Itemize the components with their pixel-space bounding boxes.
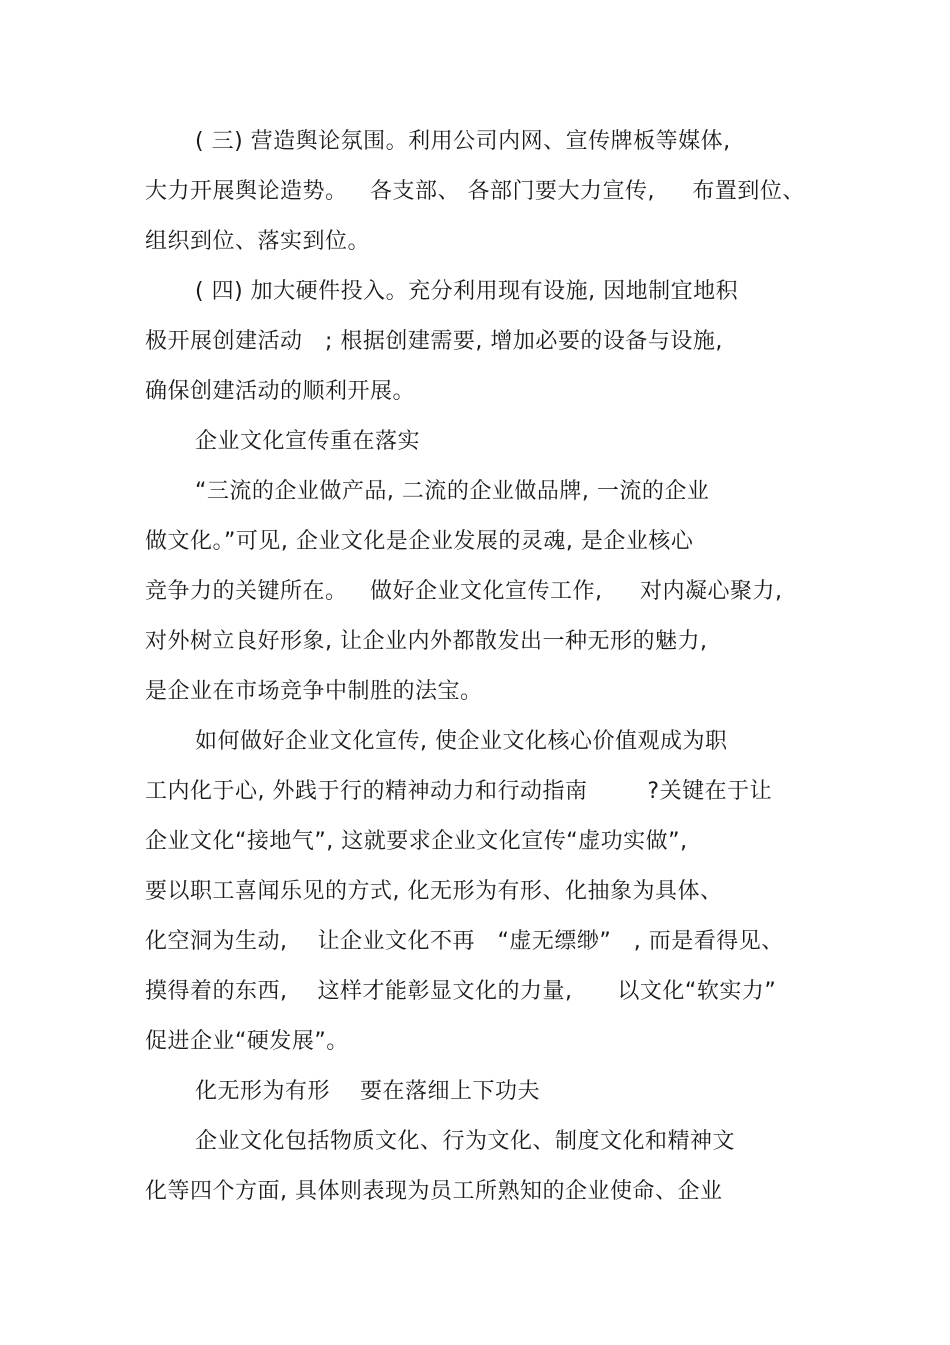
- text-line: 企业文化包括物质文化、行为文化、制度文化和精神文: [195, 1129, 736, 1154]
- text-line: 做文化。”可见, 企业文化是企业发展的灵魂, 是企业核心: [145, 529, 694, 554]
- text-line: 工内化于心, 外践于行的精神动力和行动指南 ?关键在于让: [145, 779, 773, 804]
- text-line: 大力开展舆论造势。 各支部、 各部门要大力宣传, 布置到位、: [145, 179, 805, 204]
- text-line: 确保创建活动的顺利开展。: [145, 379, 416, 404]
- text-line: ( 四) 加大硬件投入。充分利用现有设施, 因地制宜地积: [195, 279, 739, 304]
- text-line: 化等四个方面, 具体则表现为员工所熟知的企业使命、企业: [145, 1179, 723, 1204]
- text-line: 如何做好企业文化宣传, 使企业文化核心价值观成为职: [195, 729, 728, 754]
- text-line: 竞争力的关键所在。 做好企业文化宣传工作, 对内凝心聚力,: [145, 579, 783, 604]
- text-line: 要以职工喜闻乐见的方式, 化无形为有形、化抽象为具体、: [145, 879, 723, 904]
- section-heading: 化无形为有形 要在落细上下功夫: [195, 1079, 540, 1104]
- text-line: 促进企业“硬发展”。: [145, 1029, 349, 1054]
- text-line: 对外树立良好形象, 让企业内外都散发出一种无形的魅力,: [145, 629, 708, 654]
- section-heading: 企业文化宣传重在落实: [195, 429, 421, 454]
- text-line: 是企业在市场竞争中制胜的法宝。: [145, 679, 483, 704]
- text-line: “三流的企业做产品, 二流的企业做品牌, 一流的企业: [195, 479, 710, 504]
- text-line: ( 三) 营造舆论氛围。利用公司内网、宣传牌板等媒体,: [195, 129, 731, 154]
- text-line: 企业文化“接地气”, 这就要求企业文化宣传“虚功实做”,: [145, 829, 688, 854]
- text-line: 组织到位、落实到位。: [145, 229, 371, 254]
- text-line: 化空洞为生动, 让企业文化不再 “虚无缥缈” , 而是看得见、: [145, 929, 784, 954]
- text-line: 摸得着的东西, 这样才能彰显文化的力量, 以文化“软实力”: [145, 979, 777, 1004]
- text-line: 极开展创建活动 ; 根据创建需要, 增加必要的设备与设施,: [145, 329, 723, 354]
